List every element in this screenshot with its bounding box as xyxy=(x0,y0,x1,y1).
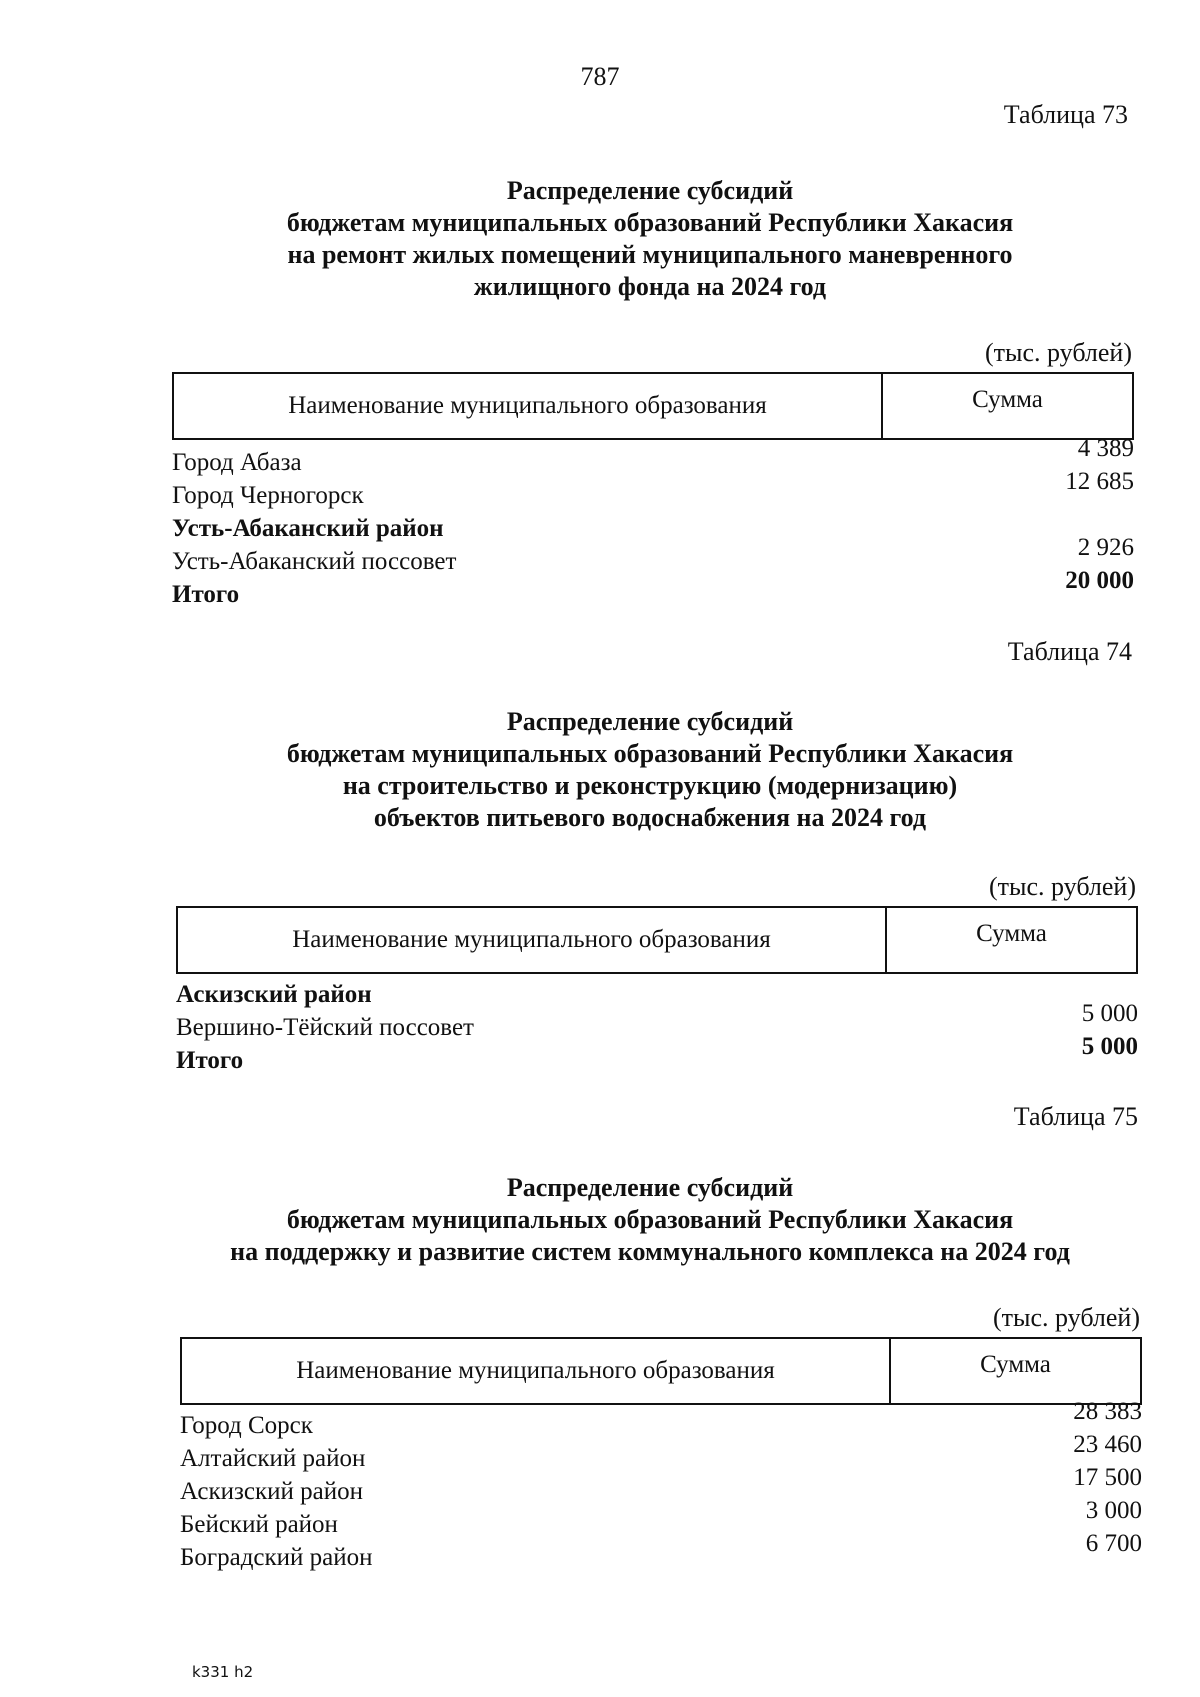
table-row-total xyxy=(176,1033,1138,1074)
title-line: на строительство и реконструкцию (модернизацию) xyxy=(342,771,958,800)
table-75-header xyxy=(180,1337,1142,1405)
row-sum: 4 389 xyxy=(1077,435,1134,462)
row-name: Аскизский район xyxy=(176,981,372,1008)
row-sum: 28 383 xyxy=(1073,1398,1142,1425)
title-line: Распределение субсидий xyxy=(506,1173,794,1202)
units-label: (тыс. рублей) xyxy=(988,872,1136,901)
table-74-rows xyxy=(176,975,1138,1074)
header-name: Наименование муниципального образования xyxy=(178,908,887,972)
table-74-header xyxy=(176,906,1138,974)
row-sum: 23 460 xyxy=(1073,1431,1142,1458)
row-name: Аскизский район xyxy=(180,1478,364,1505)
table-row xyxy=(180,1530,1142,1571)
table-row xyxy=(172,534,1134,575)
units-label: (тыс. рублей) xyxy=(984,338,1132,367)
row-sum: 5 000 xyxy=(1081,1000,1138,1027)
header-name: Наименование муниципального образования xyxy=(182,1339,891,1403)
row-sum: 20 000 xyxy=(1065,567,1134,594)
table-row-total xyxy=(172,567,1134,608)
title-line: жилищного фонда на 2024 год xyxy=(473,272,827,301)
title-line: бюджетам муниципальных образований Республики Хакасия xyxy=(286,1205,1014,1234)
table-row xyxy=(180,1497,1142,1538)
table-row xyxy=(180,1431,1142,1472)
table-73-header xyxy=(172,372,1134,440)
header-sum: Сумма xyxy=(976,920,1047,947)
table-row xyxy=(180,1398,1142,1439)
title-line: на поддержку и развитие систем коммунального комплекса на 2024 год xyxy=(230,1237,1070,1266)
table-74-title xyxy=(150,706,1150,834)
row-name: Алтайский район xyxy=(180,1445,366,1472)
units-label: (тыс. рублей) xyxy=(992,1303,1140,1332)
title-line: Распределение субсидий xyxy=(506,707,794,736)
header-sum: Сумма xyxy=(972,386,1043,413)
table-73-rows xyxy=(172,435,1134,608)
row-sum: 2 926 xyxy=(1077,534,1134,561)
table-row xyxy=(180,1464,1142,1505)
table-row xyxy=(172,435,1134,476)
footer-code: k331 h2 xyxy=(192,1663,254,1681)
title-line: бюджетам муниципальных образований Республики Хакасия xyxy=(286,208,1014,237)
table-row xyxy=(172,468,1134,509)
table-row xyxy=(172,509,1134,542)
row-sum: 6 700 xyxy=(1085,1530,1142,1557)
table-73-title xyxy=(150,175,1150,303)
row-name: Город Сорск xyxy=(180,1412,313,1439)
title-line: на ремонт жилых помещений муниципального маневренного xyxy=(287,240,1013,269)
row-name: Бейский район xyxy=(180,1511,338,1538)
title-line: бюджетам муниципальных образований Республики Хакасия xyxy=(286,739,1014,768)
row-name: Город Абаза xyxy=(172,449,302,476)
title-line: Распределение субсидий xyxy=(506,176,794,205)
table-75-rows xyxy=(180,1398,1142,1571)
table-row xyxy=(176,975,1138,1008)
row-sum: 17 500 xyxy=(1073,1464,1142,1491)
row-name: Боградский район xyxy=(180,1544,373,1571)
table-row xyxy=(176,1000,1138,1041)
row-sum: 12 685 xyxy=(1065,468,1134,495)
table-75-title xyxy=(150,1172,1150,1268)
header-sum: Сумма xyxy=(980,1351,1051,1378)
page-number: 787 xyxy=(580,62,620,91)
row-name: Город Черногорск xyxy=(172,482,364,509)
table-75-label: Таблица 75 xyxy=(1013,1102,1138,1131)
row-name: Усть-Абаканский поссовет xyxy=(172,548,457,575)
row-name: Итого xyxy=(176,1047,244,1074)
row-sum: 5 000 xyxy=(1081,1033,1138,1060)
title-line: объектов питьевого водоснабжения на 2024 год xyxy=(373,803,927,832)
table-74-label: Таблица 74 xyxy=(1007,637,1132,666)
row-name: Усть-Абаканский район xyxy=(172,515,444,542)
row-name: Вершино-Тёйский поссовет xyxy=(176,1014,474,1041)
table-73-label: Таблица 73 xyxy=(1003,100,1128,129)
row-name: Итого xyxy=(172,581,240,608)
row-sum: 3 000 xyxy=(1085,1497,1142,1524)
header-name: Наименование муниципального образования xyxy=(174,374,883,438)
